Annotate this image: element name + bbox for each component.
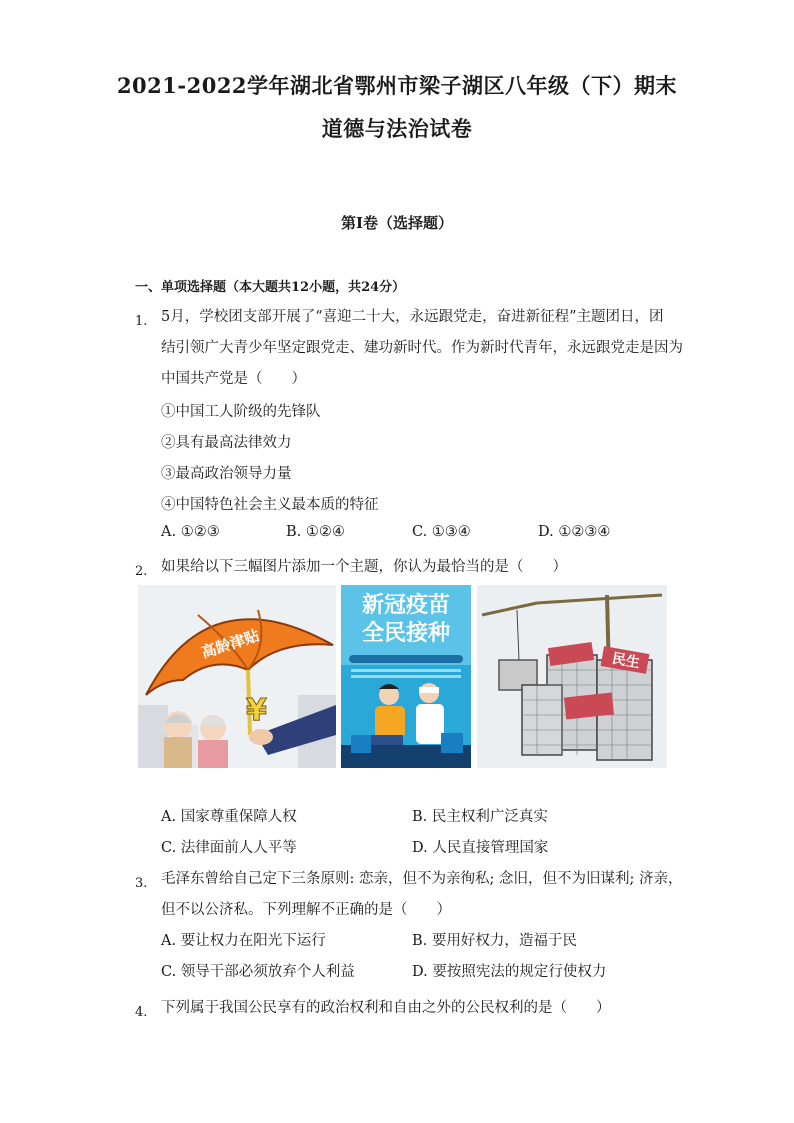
q1-option-c[interactable]: C. ①③④ bbox=[412, 524, 471, 540]
part-title: 一、单项选择题（本大题共12小题，共24分） bbox=[135, 280, 406, 295]
q1-option-b[interactable]: B. ①②④ bbox=[286, 524, 345, 540]
q3-option-b[interactable]: B. 要用好权力，造福于民 bbox=[412, 933, 577, 949]
exam-title-line2: 道德与法治试卷 bbox=[321, 116, 473, 141]
q2-option-a[interactable]: A. 国家尊重保障人权 bbox=[161, 809, 297, 825]
question-number: 3. bbox=[135, 876, 148, 891]
q1-option-d[interactable]: D. ①②③④ bbox=[538, 524, 611, 540]
q2-option-b[interactable]: B. 民主权利广泛真实 bbox=[412, 809, 548, 825]
q3-line1: 毛泽东曾给自己定下三条原则: 恋亲，但不为亲徇私; 念旧，但不为旧谋利; 济亲， bbox=[161, 871, 683, 887]
vaccine-poster-image bbox=[341, 585, 471, 768]
q3-line2: 但不以公济私。下列理解不正确的是（ ） bbox=[161, 902, 451, 918]
subsidy-label: 高龄津贴 bbox=[199, 626, 262, 662]
q1-line3: 中国共产党是（ ） bbox=[161, 371, 306, 387]
q1-option-a[interactable]: A. ①②③ bbox=[161, 524, 220, 540]
question-number: 2. bbox=[135, 564, 148, 579]
q1-item: ③最高政治领导力量 bbox=[161, 466, 292, 482]
q1-line1: 5月，学校团支部开展了“喜迎二十大，永远跟党走，奋进新征程”主题团日，团 bbox=[161, 309, 664, 325]
vaccine-title-b: 全民接种 bbox=[361, 621, 451, 646]
yuan-icon: ¥ bbox=[246, 693, 267, 728]
section-title: 第I卷（选择题） bbox=[340, 214, 454, 232]
q1-item: ①中国工人阶级的先锋队 bbox=[161, 404, 321, 420]
q3-option-c[interactable]: C. 领导干部必须放弃个人利益 bbox=[161, 964, 355, 980]
construction-crane-image bbox=[477, 585, 667, 768]
q2-text: 如果给以下三幅图片添加一个主题，你认为最恰当的是（ ） bbox=[161, 559, 567, 575]
q1-line2: 结引领广大青少年坚定跟党走、建功新时代。作为新时代青年，永远跟党走是因为 bbox=[161, 340, 683, 356]
q3-option-d[interactable]: D. 要按照宪法的规定行使权力 bbox=[412, 964, 607, 980]
livelihood-label: 民生 bbox=[610, 650, 641, 672]
vaccine-title-a: 新冠疫苗 bbox=[361, 593, 451, 618]
q4-text: 下列属于我国公民享有的政治权利和自由之外的公民权利的是（ ） bbox=[161, 1000, 611, 1016]
q2-option-c[interactable]: C. 法律面前人人平等 bbox=[161, 840, 297, 856]
q3-option-a[interactable]: A. 要让权力在阳光下运行 bbox=[161, 933, 326, 949]
q1-item: ④中国特色社会主义最本质的特征 bbox=[161, 497, 379, 513]
question-number: 1. bbox=[135, 314, 148, 329]
q2-option-d[interactable]: D. 人民直接管理国家 bbox=[412, 840, 549, 856]
q1-item: ②具有最高法律效力 bbox=[161, 435, 292, 451]
exam-title-line1: 2021-2022学年湖北省鄂州市梁子湖区八年级（下）期末 bbox=[116, 73, 678, 98]
subsidy-umbrella-image bbox=[138, 585, 336, 768]
question-number: 4. bbox=[135, 1005, 148, 1020]
